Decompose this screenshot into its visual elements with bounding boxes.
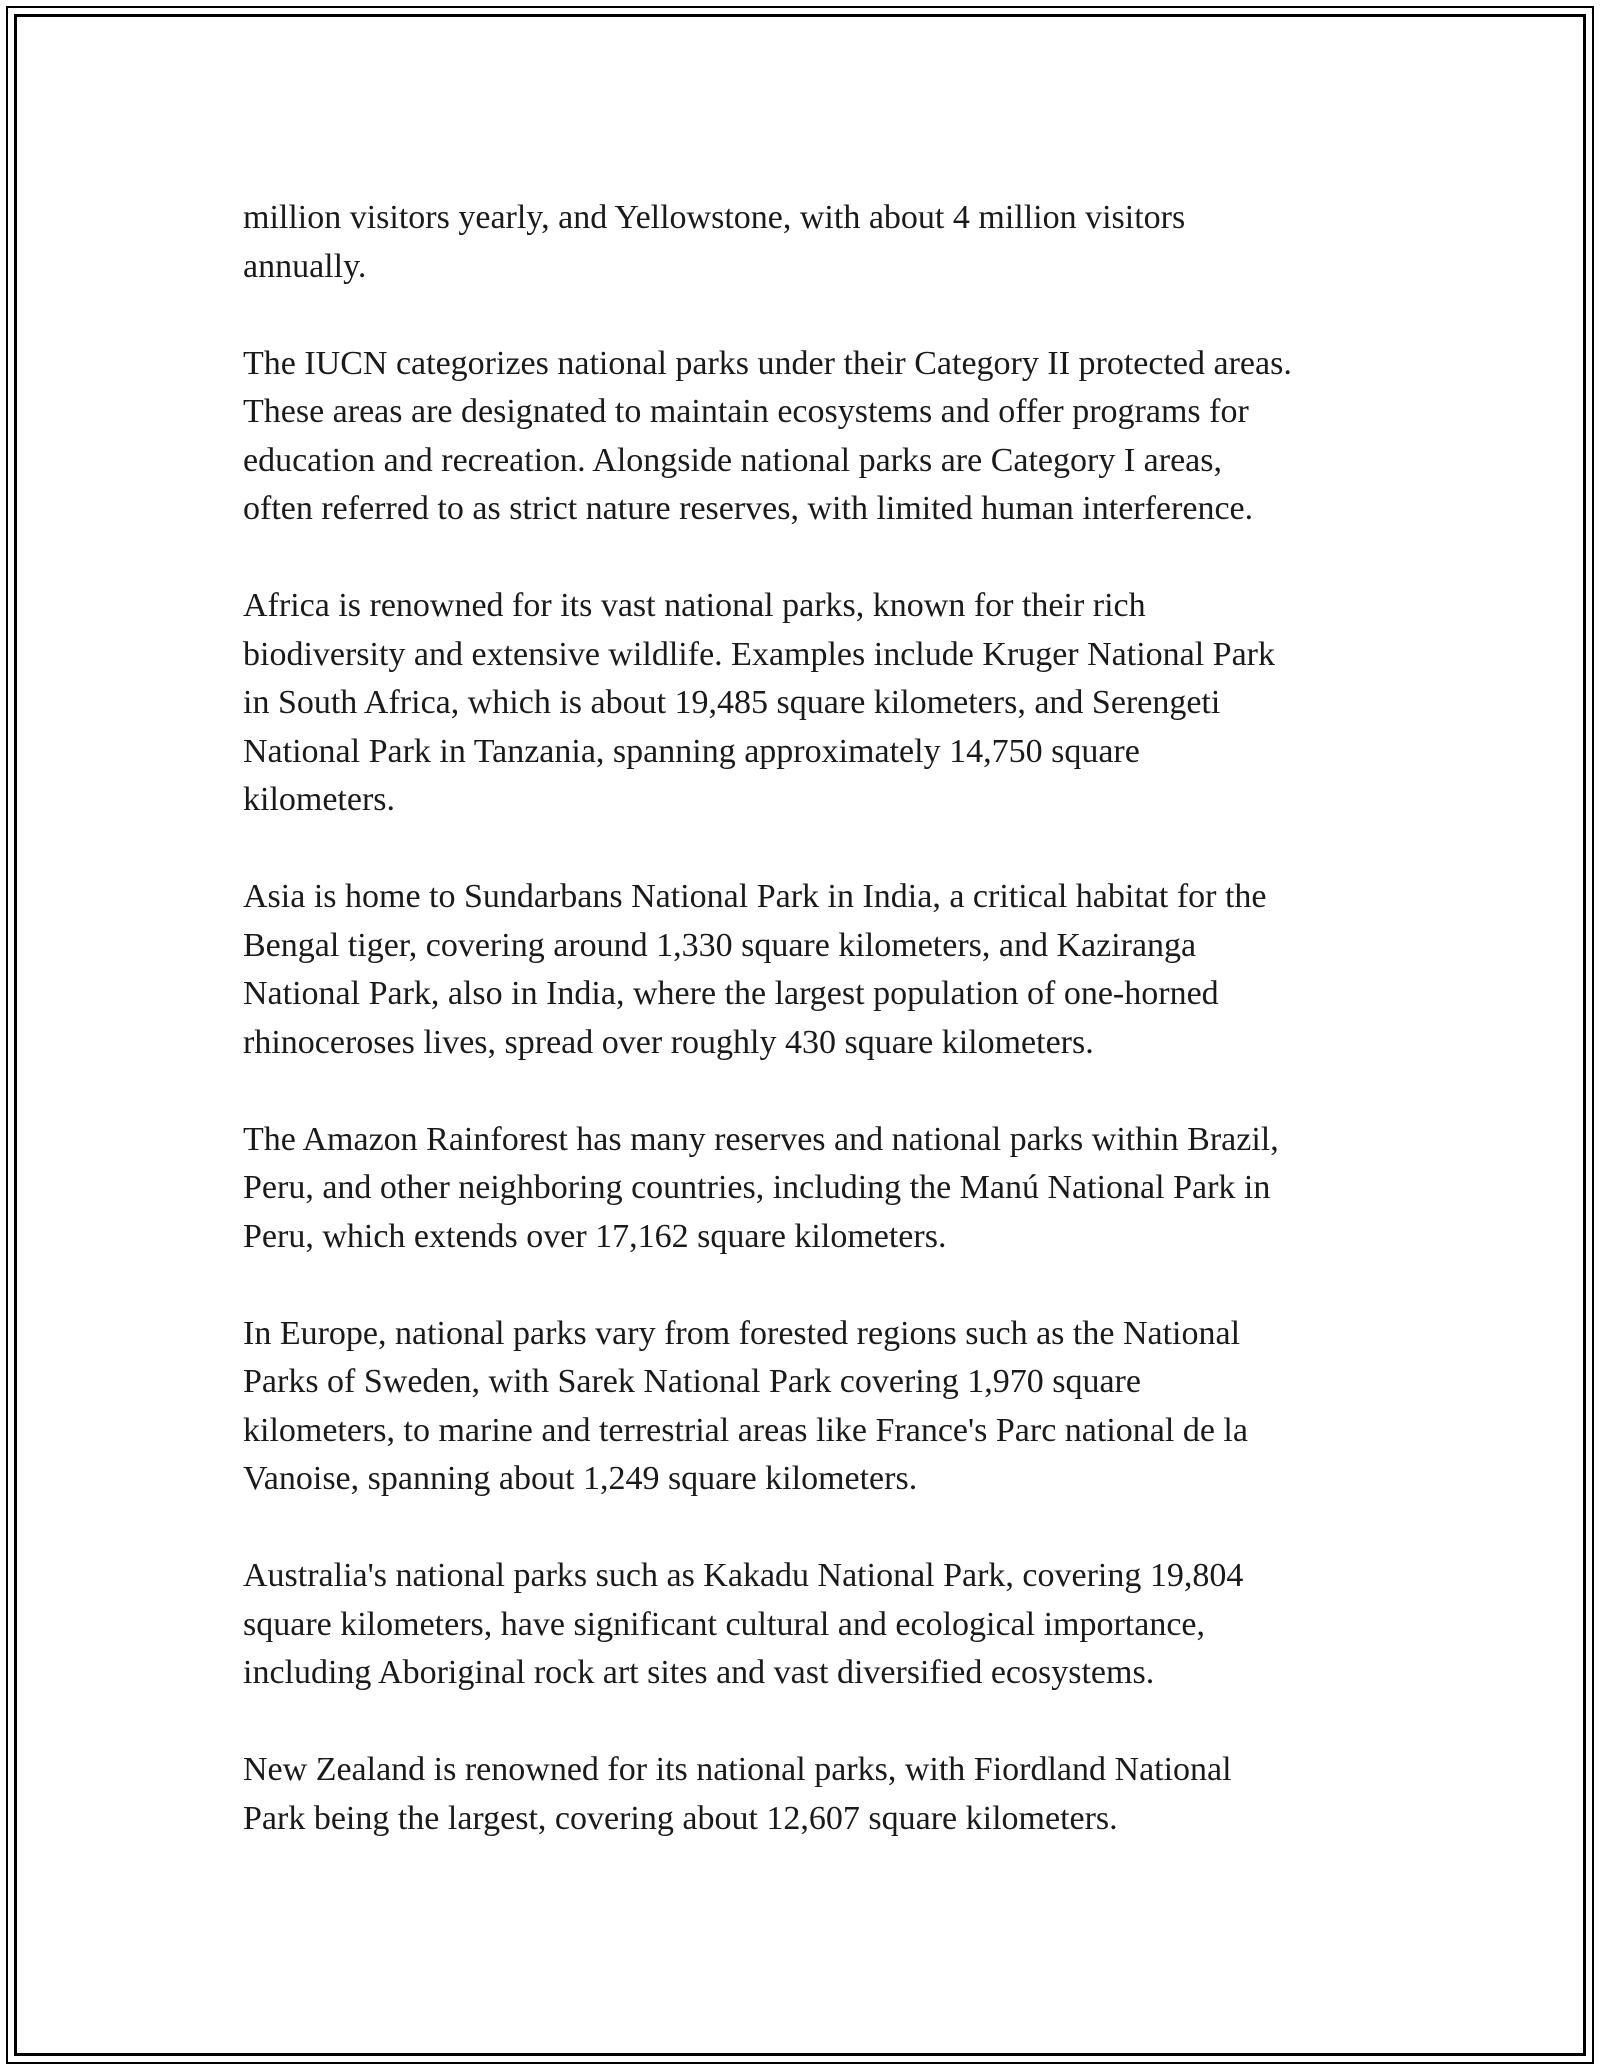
paragraph-asia: Asia is home to Sundarbans National Park in India, a critical habitat for the Bengal tiger, covering around 1,330 square kilometers, and Kaziranga National Park, also in India, where the largest population of one-horned rhinoceroses lives, spread over roughly 430 square kilometers. [243, 878, 1267, 1061]
paragraph-amazon: The Amazon Rainforest has many reserves and national parks within Brazil, Peru, and other neighboring countries, including the Manú National Park in Peru, which extends over 17,162 square kilometers. [243, 1120, 1279, 1255]
document-body [243, 194, 1393, 1892]
page-frame [6, 6, 1594, 2064]
paragraph-europe: In Europe, national parks vary from forested regions such as the National Parks of Sweden, with Sarek National Park covering 1,970 square kilometers, to marine and terrestrial areas like France's Parc national de la Vanoise, spanning about 1,249 square kilometers. [243, 1314, 1248, 1497]
paragraph-africa: Africa is renowned for its vast national parks, known for their rich biodiversity and extensive wildlife. Examples include Kruger National Park in South Africa, which is about 19,485 square kilometers, and Serengeti National Park in Tanzania, spanning approximately 14,750 square kilometers. [243, 587, 1276, 818]
paragraph-new-zealand: New Zealand is renowned for its national parks, with Fiordland National Park being the largest, covering about 12,607 square kilometers. [243, 1751, 1232, 1837]
paragraph-iucn: The IUCN categorizes national parks under their Category II protected areas. These areas are designated to maintain ecosystems and offer programs for education and recreation. Alongside national parks are Category I areas, often referred to as strict nature reserves, with limited human interference. [243, 344, 1292, 527]
paragraph-visitors: million visitors yearly, and Yellowstone, with about 4 million visitors annually. [243, 199, 1186, 285]
paragraph-australia: Australia's national parks such as Kakadu National Park, covering 19,804 square kilometers, have significant cultural and ecological importance, including Aboriginal rock art sites and vast diversified ecosystems. [243, 1557, 1244, 1691]
